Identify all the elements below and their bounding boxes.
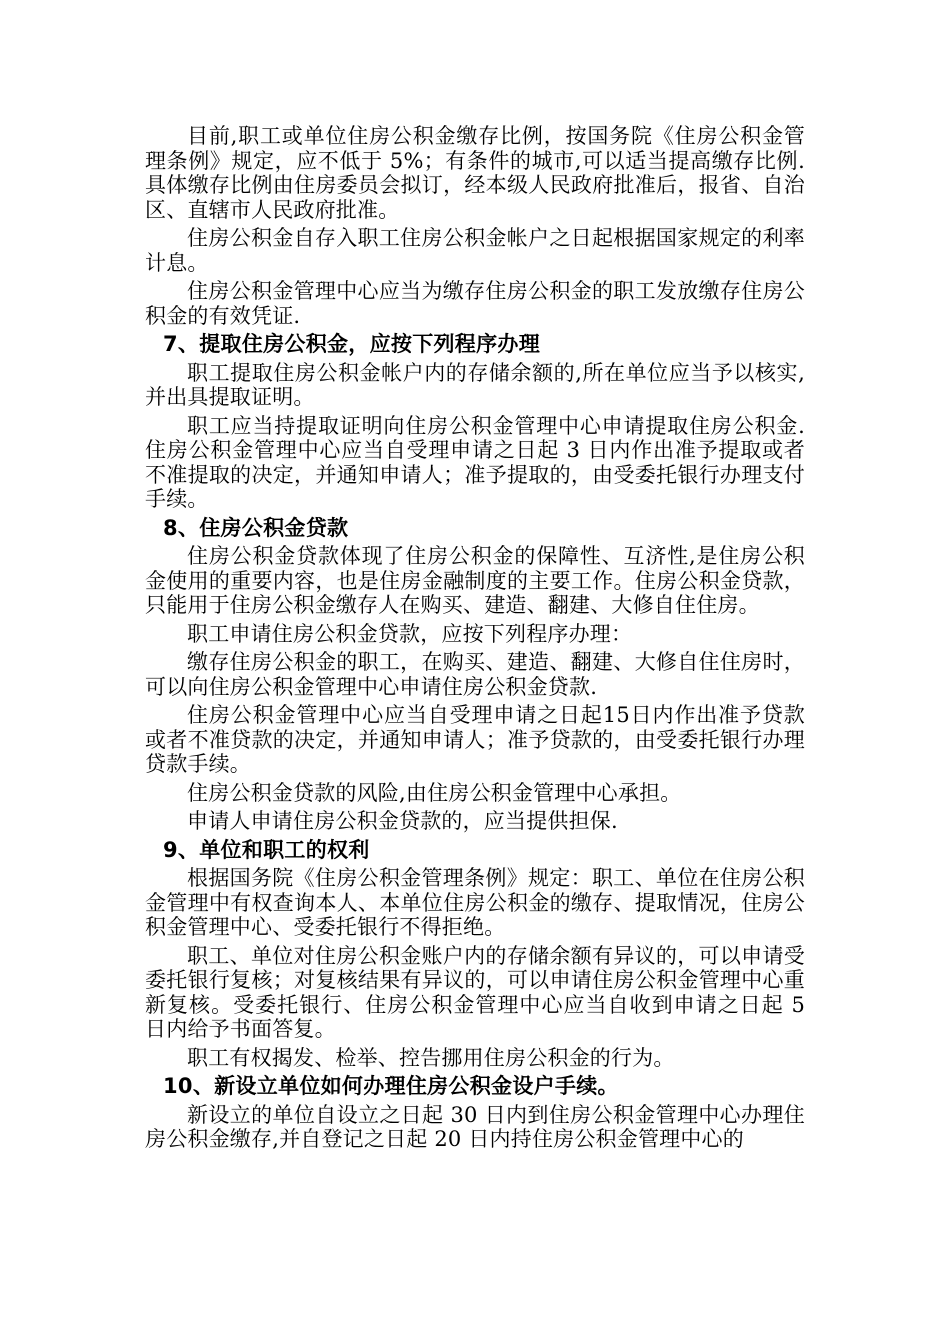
paragraph: 住房公积金管理中心应当为缴存住房公积金的职工发放缴存住房公积金的有效凭证.	[145, 279, 805, 328]
paragraph: 职工提取住房公积金帐户内的存储余额的,所在单位应当予以核实,并出具提取证明。	[145, 360, 805, 409]
document-page	[145, 124, 805, 1156]
paragraph: 住房公积金管理中心应当自受理申请之日起15日内作出准予贷款或者不准贷款的决定，并通知申请人；准予贷款的，由受委托银行办理贷款手续。	[145, 703, 805, 776]
paragraph: 职工有权揭发、检举、控告挪用住房公积金的行为。	[187, 1045, 675, 1070]
paragraph: 申请人申请住房公积金贷款的，应当提供担保.	[187, 809, 618, 833]
section-heading-8: 8、住房公积金贷款	[163, 515, 349, 540]
paragraph: 目前,职工或单位住房公积金缴存比例，按国务院《住房公积金管理条例》规定，应不低于 5%；有条件的城市,可以适当提高缴存比例.具体缴存比例由住房委员会拟订，经本级人民政府批准后，报省、自治区、直辖市人民政府批准。	[145, 124, 805, 222]
paragraph: 住房公积金贷款的风险,由住房公积金管理中心承担。	[187, 780, 682, 805]
paragraph: 新设立的单位自设立之日起 30 日内到住房公积金管理中心办理住房公积金缴存,并自登记之日起 20 日内持住房公积金管理中心的	[145, 1102, 805, 1151]
paragraph: 住房公积金自存入职工住房公积金帐户之日起根据国家规定的利率计息。	[145, 226, 805, 275]
paragraph: 职工应当持提取证明向住房公积金管理中心申请提取住房公积金.住房公积金管理中心应当自受理申请之日起 3 日内作出准予提取或者不准提取的决定，并通知申请人；准予提取的，由受委托银行办理支付手续。	[145, 413, 805, 511]
paragraph: 住房公积金贷款体现了住房公积金的保障性、互济性,是住房公积金使用的重要内容，也是住房金融制度的主要工作。住房公积金贷款，只能用于住房公积金缴存人在购买、建造、翻建、大修自住住房。	[145, 544, 805, 617]
section-heading-9: 9、单位和职工的权利	[163, 837, 370, 862]
paragraph: 缴存住房公积金的职工，在购买、建造、翻建、大修自住住房时，可以向住房公积金管理中心申请住房公积金贷款.	[145, 650, 805, 699]
paragraph: 根据国务院《住房公积金管理条例》规定：职工、单位在住房公积金管理中有权查询本人、本单位住房公积金的缴存、提取情况，住房公积金管理中心、受委托银行不得拒绝。	[145, 866, 805, 939]
paragraph: 职工、单位对住房公积金账户内的存储余额有异议的，可以申请受委托银行复核；对复核结果有异议的，可以申请住房公积金管理中心重新复核。受委托银行、住房公积金管理中心应当自收到申请之日起 5 日内给予书面答复。	[145, 943, 805, 1041]
section-heading-10: 10、新设立单位如何办理住房公积金设户手续。	[163, 1074, 619, 1098]
paragraph: 职工申请住房公积金贷款，应按下列程序办理：	[187, 621, 633, 646]
section-heading-7: 7、提取住房公积金，应按下列程序办理	[163, 332, 541, 356]
